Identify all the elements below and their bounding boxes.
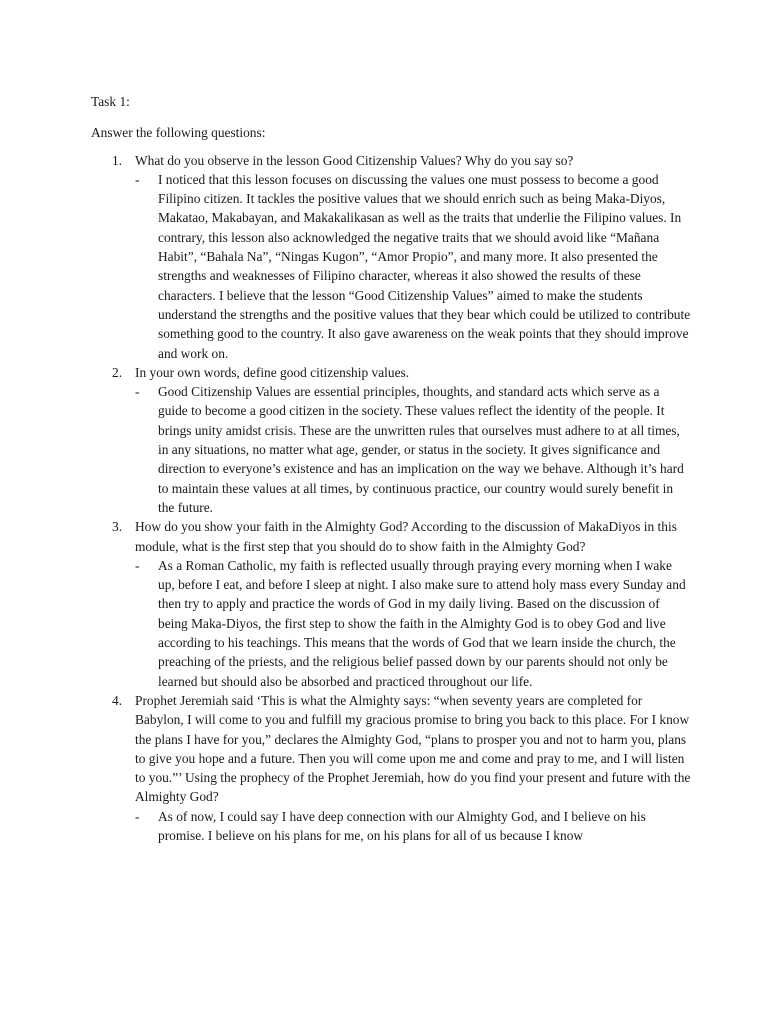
dash-bullet: - <box>135 557 140 573</box>
answer-text: I noticed that this lesson focuses on discussing the values one must possess to become a good Filipino citizen. It tackles the positive values that we should enrich such as being Maka-Diyos, Makatao, Makabayan, and Makakalikasan as well as the traits that underlie the Filipino values. In contrary, this lesson also acknowledged the negative traits that we should avoid like “Mañana Habit”, “Bahala Na”, “Ningas Kugon”, “Amor Propio”, and many more. It also presented the strengths and weaknesses of Filipino character, whereas it also showed the results of these characters. I believe that the lesson “Good Citizenship Values” aimed to make the students understand the strengths and the positive values that they bear which could be utilized to contribute something good to the country. It also gave awareness on the weak points that they should improve and work on. <box>158 171 691 361</box>
task-title: Task 1: <box>91 94 130 109</box>
question-text: How do you show your faith in the Almighty God? According to the discussion of MakaDiyos in this module, what is the first step that you should do to show faith in the Almighty God? <box>135 519 677 554</box>
question-number: 3. <box>112 519 123 535</box>
question-list <box>91 151 691 846</box>
dash-bullet: - <box>135 808 140 824</box>
answer-item <box>135 170 691 363</box>
question-text: In your own words, define good citizenship values. <box>135 364 410 380</box>
question-number: 4. <box>112 692 123 708</box>
answer-text: Good Citizenship Values are essential principles, thoughts, and standard acts which serve as a guide to become a good citizen in the society. These values reflect the identity of the people. It brings unity amidst crisis. These are the unwritten rules that ourselves must adhere to at all times, in any situations, no matter what age, gender, or status in the society. It gives significance and direction to everyone’s existence and has an implication on the way we behave. Although it’s hard to maintain these values at all times, by continuous practice, our country would surely benefit in the future. <box>158 384 684 515</box>
question-item <box>91 363 691 517</box>
question-item <box>91 517 691 691</box>
dash-bullet: - <box>135 171 140 187</box>
question-item <box>91 691 691 845</box>
question-text: Prophet Jeremiah said ‘This is what the Almighty says: “when seventy years are completed for Babylon, I will come to you and fulfill my gracious promise to bring you back to this place. For I know the plans I have for you,” declares the Almighty God, “plans to prosper you and not to harm you, plans to give you hope and a future. Then you will come upon me and come and pray to me, and I will listen to you.”’ Using the prophecy of the Prophet Jeremiah, how do you find your present and future with the Almighty God? <box>135 692 691 805</box>
question-text: What do you observe in the lesson Good Citizenship Values? Why do you say so? <box>135 152 574 168</box>
question-item <box>91 151 691 363</box>
answer-item <box>135 382 691 517</box>
answer-text: As of now, I could say I have deep connection with our Almighty God, and I believe on his promise. I believe on his plans for me, on his plans for all of us because I know <box>158 808 646 843</box>
answer-item <box>135 556 691 691</box>
instructions: Answer the following questions: <box>91 125 266 141</box>
question-number: 1. <box>112 152 123 168</box>
dash-bullet: - <box>135 384 140 400</box>
document-body <box>91 92 691 845</box>
question-number: 2. <box>112 364 123 380</box>
answer-item <box>135 807 691 846</box>
answer-text: As a Roman Catholic, my faith is reflected usually through praying every morning when I wake up, before I eat, and before I sleep at night. I also make sure to attend holy mass every Sunday and then try to apply and practice the words of God in my daily living. Based on the discussion of being Maka-Diyos, the first step to show the faith in the Almighty God is to obey God and live according to his teachings. This means that the words of God that we learn inside the church, the preaching of the priests, and the religious belief passed down by our parents should not only be learned but should also be absorbed and practiced throughout our life. <box>158 557 686 689</box>
